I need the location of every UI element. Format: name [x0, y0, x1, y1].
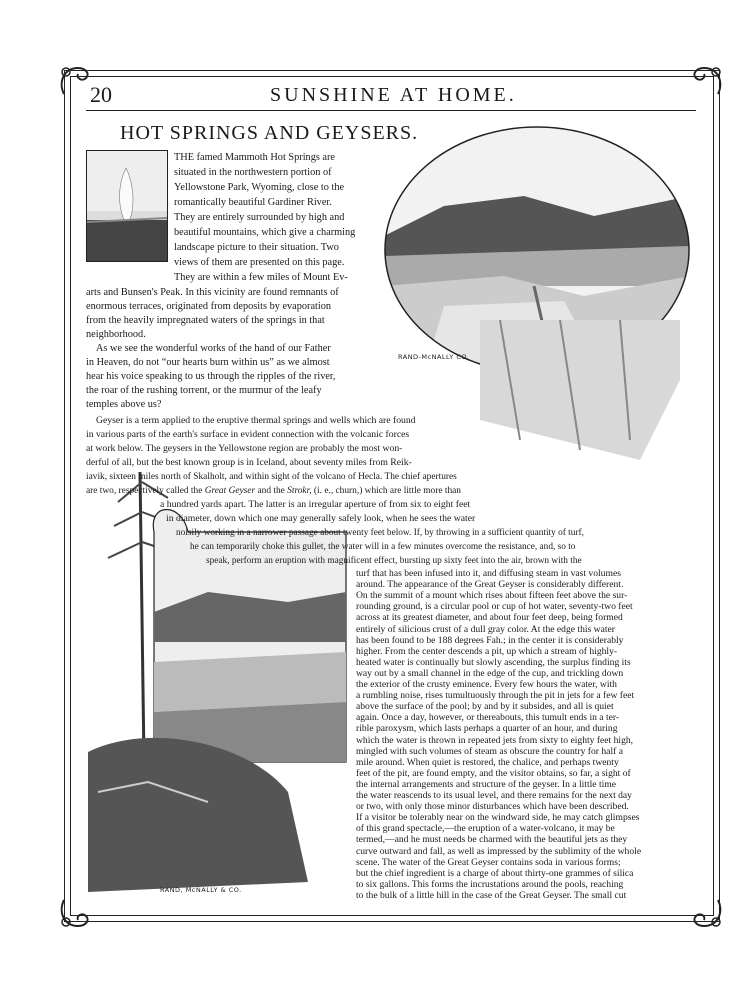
text-line: THE famed Mammoth Hot Springs are: [174, 152, 335, 163]
text-line: a rumbling noise, rises tumultuously through the pit in jets for a few feet: [356, 690, 635, 702]
text-line: noisily working in a narrower passage about twenty feet below. If, by throwing in a sufficient quantity of turf,: [176, 528, 584, 538]
text-line: [86, 484, 461, 498]
text-line: termed,—and he must needs be charmed with the beautiful jets as they: [356, 834, 628, 846]
text-line: heated water is continually but slowly ascending, the surplus finding its: [356, 656, 631, 668]
text-line: the roar of the rushing torrent, or the murmur of the leafy: [86, 385, 322, 396]
text-line: curve outward and fall, as well as impressed by the sublimity of the whole: [356, 845, 642, 857]
text-line: of this grand spectacle,—the eruption of a water-volcano, it may be: [356, 823, 615, 835]
text-line: around. The appearance of the Great Geyser is considerably different.: [356, 579, 624, 591]
text-line: the internal arrangements and structure of the geyser. In a little time: [356, 778, 617, 790]
text-line: arts and Bunsen's Peak. In this vicinity are found remnants of: [86, 287, 339, 298]
text-line: turf that has been infused into it, and diffusing steam in vast volumes: [356, 568, 621, 579]
page-number: 20: [90, 82, 112, 107]
text-line: enormous terraces, originated from deposits by evaporation: [86, 301, 332, 312]
text-line: temples above us?: [86, 399, 162, 410]
corner-ornament-top-right: [686, 62, 726, 102]
text-line: again. Once a day, however, or thereabouts, this tumult ends in a ter-: [356, 712, 620, 724]
text-line: in Heaven, do not “our hearts burn within us” as we almost: [86, 357, 330, 368]
text-line: the water reascends to its usual level, and there remains for the next day: [356, 790, 632, 802]
article-title: HOT SPRINGS AND GEYSERS.: [120, 122, 419, 144]
text-line: beautiful mountains, which give a charming: [174, 227, 356, 238]
header-rule: [86, 110, 696, 111]
text-line: but the chief ingredient is a charge of about thirty-one grammes of silica: [356, 867, 634, 879]
text-line: rounding ground, is a circular pool or cup of hot water, seventy-two feet: [356, 601, 633, 613]
text-line: across at its greatest diameter, and about four feet deep, being formed: [356, 612, 623, 624]
corner-ornament-bottom-right: [686, 892, 726, 932]
waterfall-terraces-engraving: [480, 320, 680, 460]
text-line: As we see the wonderful works of the hand of our Father: [96, 343, 331, 354]
text-line: mile around. When quiet is restored, the chalice, and perhaps twenty: [356, 756, 619, 768]
text-line: in diameter, down which one may generally safely look, when he sees the water: [166, 513, 476, 524]
text-line: romantically beautiful Gardiner River.: [174, 197, 332, 208]
text-line: landscape picture to their situation. Two: [174, 242, 339, 253]
text-line: way out by a small channel in the edge of the cup, and trickling down: [356, 667, 624, 679]
text-line: scene. The water of the Great Geyser contains soda in various forms;: [356, 856, 621, 868]
text-line: If a visitor be tolerably near on the windward side, he may catch glimpses: [356, 812, 640, 824]
text-line: entirely of silicious crust of a dull gray color. At the edge this water: [356, 623, 615, 635]
engraver-caption-bottom: RAND, McNALLY & CO.: [160, 886, 242, 894]
geyser-small-engraving: [86, 150, 168, 262]
text-line: the exterior of the crusty eminence. Every few hours the water, with: [356, 679, 617, 691]
text-line: derful of all, but the best known group is in Iceland, about seventy miles from Reik-: [86, 457, 412, 468]
text-line: They are within a few miles of Mount Ev-: [174, 272, 348, 283]
text-line: On the summit of a mount which rises about fifteen feet above the sur-: [356, 590, 628, 602]
text-line: he can temporarily choke this gullet, the water will in a few minutes overcome the resistance, and, so to: [190, 542, 576, 552]
text-fragment: and the: [255, 486, 288, 496]
strokr-italic: Strokr,: [287, 486, 312, 496]
text-fragment: are two, respectively called the: [86, 486, 203, 496]
text-line: hear his voice speaking to us through the ripples of the river,: [86, 371, 336, 382]
text-line: to six gallons. This forms the incrustations around the pools, reaching: [356, 878, 624, 890]
great-geyser-italic: Great Geyser: [204, 486, 256, 496]
engraver-caption-top: RAND-McNALLY CO.: [398, 353, 470, 361]
text-line: speak, perform an eruption with magnificent effect, bursting up sixty feet into the air, brown with the: [206, 556, 582, 566]
text-line: feet of the pit, are found empty, and the visitor obtains, so far, a sight of: [356, 767, 631, 779]
text-line: Yellowstone Park, Wyoming, close to the: [174, 182, 345, 193]
text-line: a hundred yards apart. The latter is an irregular aperture of from six to eight feet: [160, 499, 471, 510]
text-line: Geyser is a term applied to the eruptive thermal springs and wells which are found: [96, 415, 416, 426]
text-line: from the heavily impregnated waters of the springs in that: [86, 315, 325, 326]
text-line: at work below. The geysers in the Yellowstone region are probably the most won-: [86, 443, 403, 454]
text-fragment: (i. e., churn,) which are little more than: [311, 486, 461, 496]
text-line: rible paroxysm, which lasts perhaps a quarter of an hour, and during: [356, 723, 618, 735]
text-line: has been found to be 188 degrees Fah.; in the center it is considerably: [356, 634, 624, 646]
text-line: or two, with only those minor disturbances which have been described.: [356, 801, 629, 813]
text-line: mingled with such volumes of steam as obscure the country for half a: [356, 745, 623, 757]
text-line: situated in the northwestern portion of: [174, 167, 332, 178]
text-line: higher. From the center descends a pit, up which a stream of highly-: [356, 645, 618, 657]
text-line: above the surface of the pool; by and by it subsides, and all is quiet: [356, 701, 614, 713]
text-line: views of them are presented on this page.: [174, 257, 345, 268]
text-line: which the water is thrown in repeated jets from sixty to eighty feet high,: [356, 734, 634, 746]
text-line: iavik, sixteen miles north of Skalholt, and within sight of the volcano of Hecla. The chief apertures: [86, 472, 457, 482]
running-title: SUNSHINE AT HOME.: [270, 84, 517, 106]
text-line: to the bulk of a little hill in the case of the Great Geyser. The small cut: [356, 890, 627, 901]
text-line: neighborhood.: [86, 329, 146, 340]
text-line: They are entirely surrounded by high and: [174, 212, 345, 223]
text-line: in various parts of the earth's surface in evident connection with the volcanic forces: [86, 429, 410, 440]
